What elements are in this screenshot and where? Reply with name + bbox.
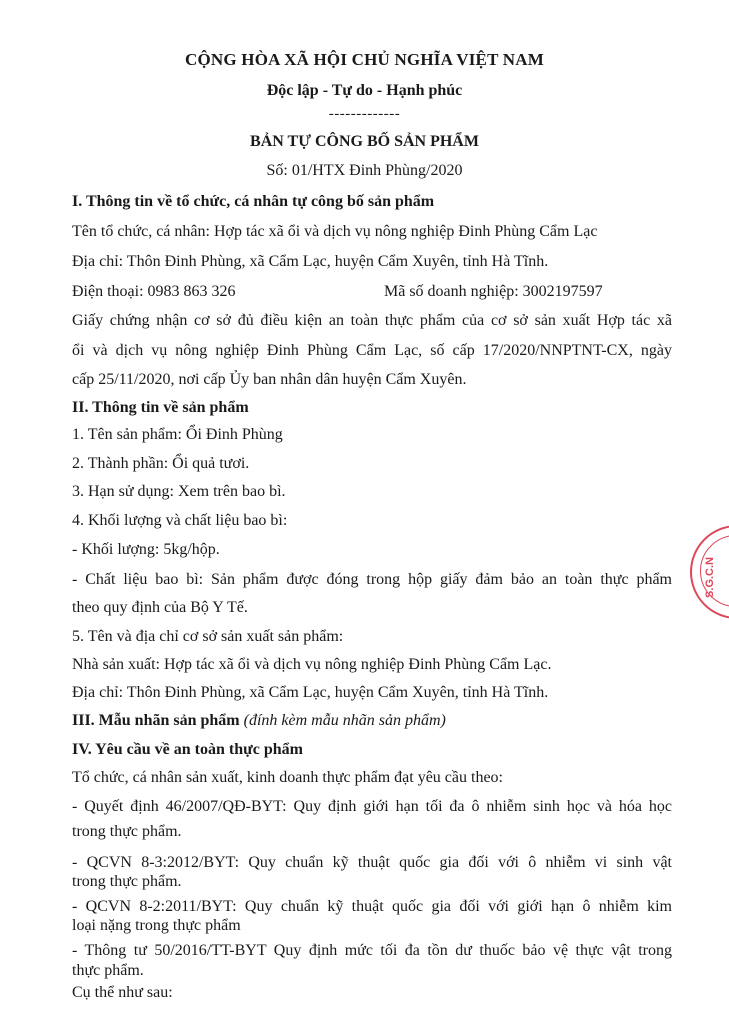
producer-name: Nhà sản xuất: Hợp tác xã ổi và dịch vụ nông nghiệp Đinh Phùng Cẩm Lạc.: [72, 656, 552, 673]
requirement-4-line-1: - Thông tư 50/2016/TT-BYT Quy định mức tối đa tồn dư thuốc bảo vệ thực vật trong: [72, 942, 672, 959]
business-code: Mã số doanh nghiệp: 3002197597: [384, 283, 603, 300]
requirement-1-line-2: trong thực phẩm.: [72, 823, 182, 840]
stamp-text: S.G.C.N: [704, 557, 716, 598]
closing-line: Cụ thể như sau:: [72, 984, 173, 1001]
org-name: Tên tổ chức, cá nhân: Hợp tác xã ổi và dịch vụ nông nghiệp Đinh Phùng Cẩm Lạc: [72, 223, 598, 240]
product-weight: - Khối lượng: 5kg/hộp.: [72, 541, 220, 558]
requirement-2-line-1: - QCVN 8-3:2012/BYT: Quy chuẩn kỹ thuật quốc gia đối với ô nhiễm vi sinh vật: [72, 854, 672, 871]
phone: Điện thoại: 0983 863 326: [72, 283, 236, 300]
producer-heading: 5. Tên và địa chỉ cơ sở sản xuất sản phẩm:: [72, 628, 344, 645]
motto: Độc lập - Tự do - Hạnh phúc: [266, 82, 463, 99]
section-3-note: (đính kèm mẫu nhãn sản phẩm): [243, 712, 446, 729]
section-1-title: I. Thông tin về tổ chức, cá nhân tự công bố sản phẩm: [72, 193, 435, 210]
packaging-line-2: theo quy định của Bộ Y Tế.: [72, 599, 248, 616]
section-2-title: II. Thông tin về sản phẩm: [72, 399, 249, 416]
cert-line-2: ổi và dịch vụ nông nghiệp Đinh Phùng Cẩm Lạc, số cấp 17/2020/NNPTNT-CX, ngày: [72, 342, 672, 359]
org-address: Địa chỉ: Thôn Đinh Phùng, xã Cẩm Lạc, huyện Cẩm Xuyên, tỉnh Hà Tĩnh.: [72, 253, 549, 270]
product-expiry: 3. Hạn sử dụng: Xem trên bao bì.: [72, 483, 286, 500]
country-heading: CỘNG HÒA XÃ HỘI CHỦ NGHĨA VIỆT NAM: [185, 50, 544, 69]
section-4-title: IV. Yêu cầu về an toàn thực phẩm: [72, 741, 303, 758]
product-ingredients: 2. Thành phần: Ổi quả tươi.: [72, 455, 250, 472]
requirement-3-line-1: - QCVN 8-2:2011/BYT: Quy chuẩn kỹ thuật quốc gia đối với giới hạn ô nhiễm kim: [72, 898, 672, 915]
packaging-line-1: - Chất liệu bao bì: Sản phẩm được đóng trong hộp giấy đảm bảo an toàn thực phẩm: [72, 571, 672, 588]
product-name: 1. Tên sản phẩm: Ổi Đinh Phùng: [72, 426, 283, 443]
requirement-3-line-2: loại nặng trong thực phẩm: [72, 917, 241, 934]
section-3-title: III. Mẫu nhãn sản phẩm: [72, 712, 240, 729]
producer-address: Địa chỉ: Thôn Đinh Phùng, xã Cẩm Lạc, huyện Cẩm Xuyên, tỉnh Hà Tĩnh.: [72, 684, 549, 701]
requirement-2-line-2: trong thực phẩm.: [72, 873, 182, 890]
cert-line-3: cấp 25/11/2020, nơi cấp Ủy ban nhân dân huyện Cẩm Xuyên.: [72, 371, 467, 388]
phone-row: [72, 282, 672, 302]
cert-line-1: Giấy chứng nhận cơ sở đủ điều kiện an toàn thực phẩm của cơ sở sản xuất Hợp tác xã: [72, 312, 672, 329]
requirements-intro: Tổ chức, cá nhân sản xuất, kinh doanh thực phẩm đạt yêu cầu theo:: [72, 769, 503, 786]
document-number: Số: 01/HTX Đinh Phùng/2020: [266, 162, 463, 179]
document-title: BẢN TỰ CÔNG BỐ SẢN PHẨM: [250, 133, 479, 150]
packaging-heading: 4. Khối lượng và chất liệu bao bì:: [72, 512, 288, 529]
requirement-1-line-1: - Quyết định 46/2007/QĐ-BYT: Quy định giới hạn tối đa ô nhiễm sinh học và hóa học: [72, 798, 672, 815]
section-3-row: [72, 711, 672, 731]
requirement-4-line-2: thực phẩm.: [72, 962, 144, 979]
header-divider: -------------: [328, 106, 401, 122]
